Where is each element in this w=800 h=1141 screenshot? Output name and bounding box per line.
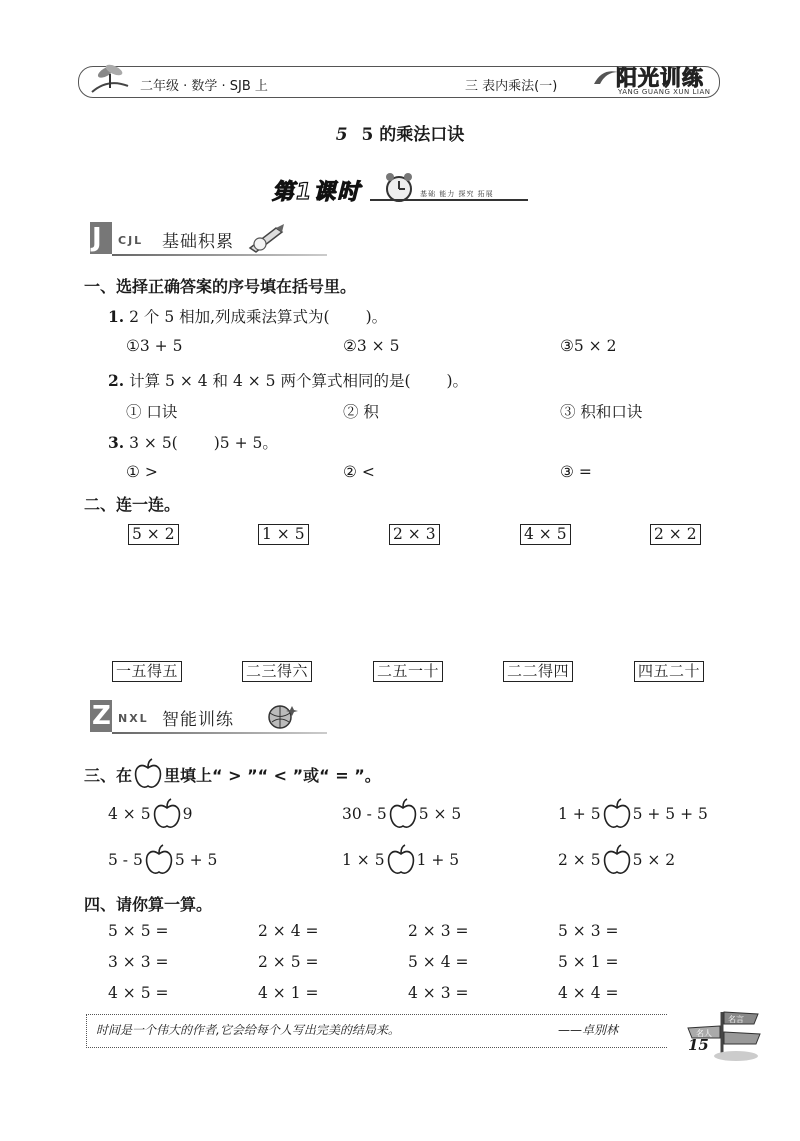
lesson-tags: 基础 能力 探究 拓展 xyxy=(420,190,494,198)
section-code: CJL xyxy=(118,234,144,247)
q1-item-3-stem: 3. 3 × 5( )5 + 5。 xyxy=(108,433,278,452)
q1-item-2-option-3[interactable]: ③ 积和口诀 xyxy=(560,403,643,421)
calc-item[interactable]: 5 × 5 = xyxy=(108,922,169,940)
calc-item[interactable]: 2 × 3 = xyxy=(408,922,469,940)
header-grade-subject: 二年级 · 数学 · SJB 上 xyxy=(140,79,268,94)
match-expression-5[interactable]: 2 × 2 xyxy=(650,524,701,545)
apple-answer-icon[interactable] xyxy=(387,844,415,876)
section-letter: Z xyxy=(92,701,111,731)
q1-item-3-option-1[interactable]: ① > xyxy=(126,463,158,481)
section-title: 智能训练 xyxy=(162,710,234,730)
apple-answer-icon[interactable] xyxy=(603,798,631,830)
match-rhyme-2[interactable]: 二三得六 xyxy=(242,661,312,682)
section-letter: J xyxy=(92,223,102,253)
calc-item[interactable]: 4 × 4 = xyxy=(558,984,619,1002)
compare-item: 30 - 5 5 × 5 xyxy=(342,798,461,830)
lesson-label: 第1课时 xyxy=(272,180,362,205)
brand-logo xyxy=(588,62,720,96)
calc-item[interactable]: 4 × 3 = xyxy=(408,984,469,1002)
compare-item: 2 × 5 5 × 2 xyxy=(558,844,675,876)
lesson-title: 5 的乘法口诀 xyxy=(361,125,465,145)
pencil-hand-icon xyxy=(246,222,290,254)
q1-item-3-option-3[interactable]: ③ = xyxy=(560,463,592,481)
dragonfly-icon xyxy=(88,58,132,98)
compare-item: 4 × 5 9 xyxy=(108,798,192,830)
header-unit: 三 表内乘法(一) xyxy=(465,79,558,94)
match-expression-1[interactable]: 5 × 2 xyxy=(128,524,179,545)
globe-icon xyxy=(264,702,302,732)
apple-answer-icon[interactable] xyxy=(603,844,631,876)
q1-item-1-stem: 1. 2 个 5 相加,列成乘法算式为( )。 xyxy=(108,307,388,326)
q1-item-2-option-2[interactable]: ② 积 xyxy=(343,403,379,421)
brand-name: 阳光训练 xyxy=(616,66,704,90)
compare-item: 5 - 5 5 + 5 xyxy=(108,844,217,876)
calc-item[interactable]: 4 × 1 = xyxy=(258,984,319,1002)
q1-item-3-option-2[interactable]: ② < xyxy=(343,463,375,481)
question-3-heading: 三、在 里填上“ > ”“ < ”或“ = ”。 xyxy=(84,758,381,790)
calc-item[interactable]: 3 × 3 = xyxy=(108,953,169,971)
apple-icon xyxy=(134,758,162,790)
calc-item[interactable]: 2 × 5 = xyxy=(258,953,319,971)
apple-answer-icon[interactable] xyxy=(145,844,173,876)
page-number: 15 xyxy=(688,1036,709,1054)
footer-quote: 时间是一个伟大的作者,它会给每个人写出完美的结局来。 xyxy=(96,1023,400,1037)
section-banner-smart xyxy=(90,700,330,736)
match-expression-4[interactable]: 4 × 5 xyxy=(520,524,571,545)
question-2-heading: 二、连一连。 xyxy=(84,495,181,514)
lesson-banner xyxy=(270,173,530,209)
calc-item[interactable]: 4 × 5 = xyxy=(108,984,169,1002)
compare-item: 1 + 5 5 + 5 + 5 xyxy=(558,798,708,830)
q1-item-1-option-2[interactable]: ②3 × 5 xyxy=(343,337,400,355)
signpost-label-bottom: 名人 xyxy=(696,1029,712,1038)
calc-item[interactable]: 2 × 4 = xyxy=(258,922,319,940)
lesson-underline xyxy=(370,199,528,201)
apple-answer-icon[interactable] xyxy=(389,798,417,830)
calc-item[interactable]: 5 × 1 = xyxy=(558,953,619,971)
calc-item[interactable]: 5 × 3 = xyxy=(558,922,619,940)
match-rhyme-3[interactable]: 二五一十 xyxy=(373,661,443,682)
question-4-heading: 四、请你算一算。 xyxy=(84,895,213,914)
page-title xyxy=(0,120,800,145)
q1-item-1-option-1[interactable]: ①3 + 5 xyxy=(126,337,183,355)
section-banner-basic xyxy=(90,222,330,258)
apple-answer-icon[interactable] xyxy=(153,798,181,830)
question-1-heading: 一、选择正确答案的序号填在括号里。 xyxy=(84,277,357,296)
footer-author: ——卓别林 xyxy=(558,1023,619,1037)
match-rhyme-1[interactable]: 一五得五 xyxy=(112,661,182,682)
q1-item-2-stem: 2. 计算 5 × 4 和 4 × 5 两个算式相同的是( )。 xyxy=(108,371,469,390)
section-code: NXL xyxy=(118,712,149,725)
match-rhyme-4[interactable]: 二二得四 xyxy=(503,661,573,682)
calc-item[interactable]: 5 × 4 = xyxy=(408,953,469,971)
match-rhyme-5[interactable]: 四五二十 xyxy=(634,661,704,682)
brand-pinyin: YANG GUANG XUN LIAN xyxy=(618,88,711,96)
lesson-number: 5 xyxy=(335,125,348,145)
signpost-label-top: 名言 xyxy=(728,1015,744,1024)
section-title: 基础积累 xyxy=(162,232,234,252)
match-expression-3[interactable]: 2 × 3 xyxy=(389,524,440,545)
q1-item-2-option-1[interactable]: ① 口诀 xyxy=(126,403,178,421)
match-expression-2[interactable]: 1 × 5 xyxy=(258,524,309,545)
q1-item-1-option-3[interactable]: ③5 × 2 xyxy=(560,337,617,355)
compare-item: 1 × 5 1 + 5 xyxy=(342,844,459,876)
